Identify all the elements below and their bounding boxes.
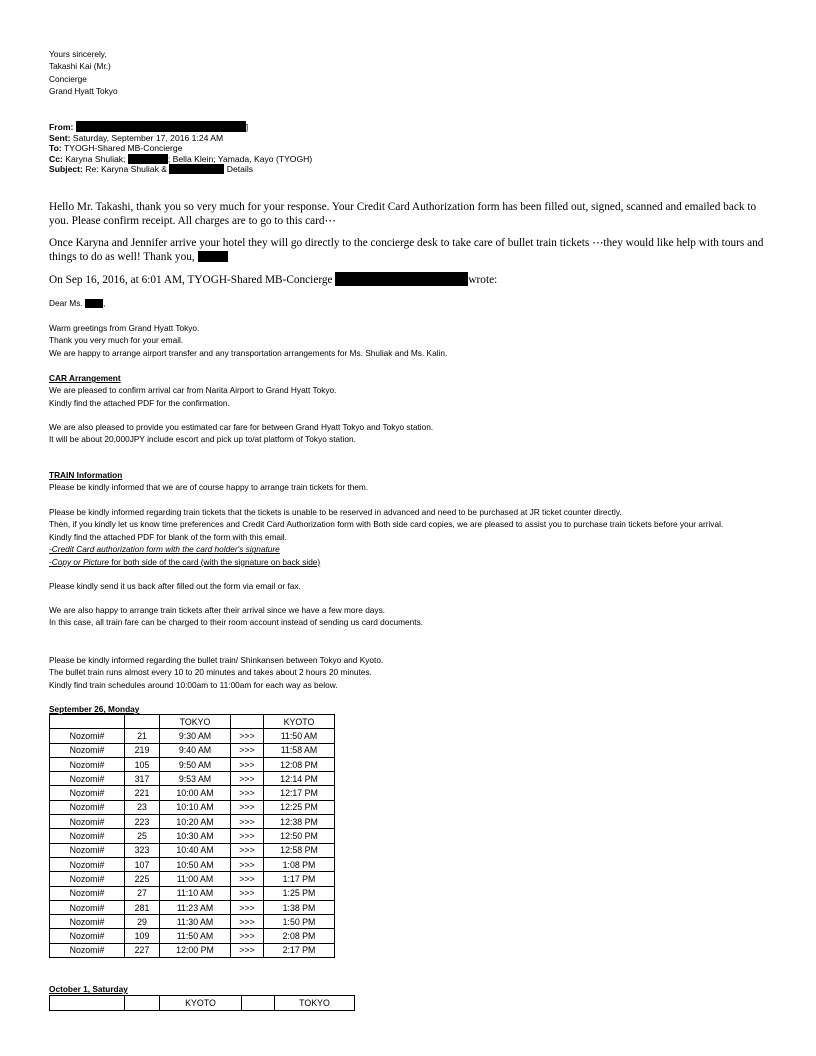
- sent-line: [49, 133, 312, 144]
- arrival-time-cell: 1:38 PM: [264, 900, 335, 914]
- train-heading: TRAIN Information: [49, 470, 123, 480]
- required-doc-1: -Credit Card authorization form with the card holder's signature: [49, 544, 280, 555]
- arrival-time-cell: 11:50 AM: [264, 729, 335, 743]
- table-row: [50, 929, 335, 943]
- train-name-cell: Nozomi#: [50, 815, 125, 829]
- schedule-2-table: [49, 995, 355, 1011]
- sent-label: Sent:: [49, 132, 71, 143]
- table-cell: [50, 996, 125, 1011]
- train-name-cell: Nozomi#: [50, 943, 125, 957]
- train-name-cell: Nozomi#: [50, 829, 125, 843]
- quoted-greeting: [49, 297, 105, 309]
- to-line: [49, 143, 312, 154]
- departure-time-cell: 10:30 AM: [160, 829, 231, 843]
- car-line: We are pleased to confirm arrival car from Narita Airport to Grand Hyatt Tokyo.: [49, 385, 337, 396]
- arrival-time-cell: 12:17 PM: [264, 786, 335, 800]
- train-details: [49, 506, 723, 568]
- train-name-cell: Nozomi#: [50, 843, 125, 857]
- train-name-cell: Nozomi#: [50, 857, 125, 871]
- redacted-block: [128, 154, 168, 164]
- bullet-line: Kindly find train schedules around 10:00am to 11:00am for each way as below.: [49, 679, 338, 690]
- arrow-cell: >>>: [231, 886, 264, 900]
- table-row: [50, 915, 335, 929]
- arrival-time-cell: 12:50 PM: [264, 829, 335, 843]
- train-name-cell: Nozomi#: [50, 929, 125, 943]
- table-row: [50, 857, 335, 871]
- required-doc-2: [49, 556, 723, 568]
- subject-part1: Re: Karyna Shuliak &: [85, 164, 167, 175]
- arrow-cell: >>>: [231, 857, 264, 871]
- train-name-cell: Nozomi#: [50, 900, 125, 914]
- arrival-time-cell: 1:08 PM: [264, 857, 335, 871]
- train-number-cell: 223: [125, 815, 160, 829]
- arrival-time-cell: 1:17 PM: [264, 872, 335, 886]
- departure-time-cell: 9:40 AM: [160, 743, 231, 757]
- train-number-cell: 221: [125, 786, 160, 800]
- train-name-cell: Nozomi#: [50, 757, 125, 771]
- departure-time-cell: 11:23 AM: [160, 900, 231, 914]
- redacted-block: [76, 121, 249, 132]
- departure-time-cell: 10:10 AM: [160, 800, 231, 814]
- reply-para-2-text: Once Karyna and Jennifer arrive your hotel they will go directly to the concierge desk to take care of bullet train tickets ⋯they would like help with tours and things to do as well! Thank you,: [49, 237, 764, 263]
- train-number-cell: 27: [125, 886, 160, 900]
- cc-part1: Karyna Shuliak;: [65, 153, 126, 164]
- from-label: From:: [49, 122, 74, 132]
- from-line: [49, 121, 312, 133]
- greeting-end: ,: [102, 298, 106, 308]
- arrival-time-cell: 1:25 PM: [264, 886, 335, 900]
- train-name-cell: Nozomi#: [50, 772, 125, 786]
- departure-time-cell: 9:30 AM: [160, 729, 231, 743]
- departure-time-cell: 12:00 PM: [160, 943, 231, 957]
- table-header-row: [50, 715, 335, 729]
- intro-line: We are happy to arrange airport transfer and any transportation arrangements for Ms. Shuliak and Ms. Kalin.: [49, 347, 448, 358]
- schedule-1-date: September 26, Monday: [49, 704, 140, 714]
- train-name-cell: Nozomi#: [50, 872, 125, 886]
- quote-intro: [49, 272, 497, 287]
- from-tail: ]: [245, 122, 249, 132]
- arrow-cell: >>>: [231, 829, 264, 843]
- signature-closing: Yours sincerely,: [49, 49, 107, 59]
- email-header: [49, 121, 312, 175]
- train-number-cell: 225: [125, 872, 160, 886]
- to-station-header: TOKYO: [275, 996, 355, 1011]
- signature-name: Takashi Kai (Mr.): [49, 61, 111, 72]
- arrow-cell: >>>: [231, 786, 264, 800]
- train-name-cell: Nozomi#: [50, 915, 125, 929]
- schedule-1-table: [49, 714, 335, 958]
- greeting-text: Dear Ms.: [49, 298, 83, 308]
- redacted-block: [169, 164, 224, 174]
- train-number-cell: 105: [125, 757, 160, 771]
- car-fare-line: We are also pleased to provide you estimated car fare for between Grand Hyatt Tokyo and Tokyo station.: [49, 422, 434, 432]
- bullet-train-info: [49, 654, 383, 691]
- after-line: In this case, all train fare can be charged to their room account instead of sending us card documents.: [49, 617, 424, 628]
- table-cell: [242, 996, 275, 1011]
- redacted-block: [335, 272, 468, 286]
- table-cell: [50, 715, 125, 729]
- departure-time-cell: 11:10 AM: [160, 886, 231, 900]
- train-name-cell: Nozomi#: [50, 886, 125, 900]
- bullet-line: The bullet train runs almost every 10 to 20 minutes and takes about 2 hours 20 minutes.: [49, 667, 372, 678]
- cc-line: [49, 154, 312, 165]
- arrow-cell: >>>: [231, 943, 264, 957]
- arrow-cell: >>>: [231, 843, 264, 857]
- signature-block: [49, 48, 118, 98]
- arrow-cell: >>>: [231, 772, 264, 786]
- departure-time-cell: 10:50 AM: [160, 857, 231, 871]
- subject-line: [49, 164, 312, 175]
- to-value: TYOGH-Shared MB-Concierge: [63, 143, 183, 154]
- from-station-header: TOKYO: [160, 715, 231, 729]
- table-cell: [125, 996, 160, 1011]
- arrow-cell: >>>: [231, 872, 264, 886]
- train-number-cell: 323: [125, 843, 160, 857]
- train-name-cell: Nozomi#: [50, 786, 125, 800]
- arrival-time-cell: 11:58 AM: [264, 743, 335, 757]
- cc-part2: ; Bella Klein; Yamada, Kayo (TYOGH): [167, 153, 313, 164]
- quoted-intro: [49, 322, 447, 359]
- intro-line: Thank you very much for your email.: [49, 335, 184, 346]
- train-name-cell: Nozomi#: [50, 800, 125, 814]
- table-cell: [125, 715, 160, 729]
- after-arrival: [49, 604, 423, 629]
- table-row: [50, 743, 335, 757]
- table-cell: [231, 715, 264, 729]
- table-row: [50, 800, 335, 814]
- required-doc-2b: for both side of the card (with the signature on back side): [108, 556, 321, 567]
- car-line: Kindly find the attached PDF for the confirmation.: [49, 397, 230, 408]
- arrival-time-cell: 1:50 PM: [264, 915, 335, 929]
- table-row: [50, 872, 335, 886]
- arrival-time-cell: 12:38 PM: [264, 815, 335, 829]
- bullet-line: Please be kindly informed regarding the bullet train/ Shinkansen between Tokyo and Kyoto.: [49, 655, 384, 665]
- train-number-cell: 317: [125, 772, 160, 786]
- arrow-cell: >>>: [231, 729, 264, 743]
- train-number-cell: 25: [125, 829, 160, 843]
- send-back-line: Please kindly send it us back after filled out the form via email or fax.: [49, 581, 301, 591]
- arrival-time-cell: 2:08 PM: [264, 929, 335, 943]
- table-row: [50, 729, 335, 743]
- departure-time-cell: 10:00 AM: [160, 786, 231, 800]
- schedule-2-date: October 1, Saturday: [49, 984, 128, 994]
- after-line: We are also happy to arrange train tickets after their arrival since we have a few more days.: [49, 605, 386, 615]
- table-row: [50, 829, 335, 843]
- quote-prefix: On Sep 16, 2016, at 6:01 AM, TYOGH-Shared MB-Concierge: [49, 274, 333, 286]
- subject-label: Subject:: [49, 164, 83, 175]
- table-row: [50, 900, 335, 914]
- departure-time-cell: 9:53 AM: [160, 772, 231, 786]
- arrow-cell: >>>: [231, 743, 264, 757]
- arrival-time-cell: 12:58 PM: [264, 843, 335, 857]
- signature-title: Concierge: [49, 73, 87, 84]
- train-line: Please be kindly informed that we are of course happy to arrange train tickets for them.: [49, 482, 369, 493]
- table-header-row: [50, 996, 355, 1011]
- departure-time-cell: 11:00 AM: [160, 872, 231, 886]
- car-heading: CAR Arrangement: [49, 373, 121, 383]
- departure-time-cell: 11:50 AM: [160, 929, 231, 943]
- train-detail-line: Please be kindly informed regarding train tickets that the tickets is unable to be reserved in advanced and need to be purchased at JR ticket counter directly.: [49, 507, 622, 517]
- train-number-cell: 107: [125, 857, 160, 871]
- quote-suffix: wrote:: [468, 274, 498, 286]
- train-number-cell: 281: [125, 900, 160, 914]
- cc-label: Cc:: [49, 153, 63, 164]
- table-row: [50, 757, 335, 771]
- arrow-cell: >>>: [231, 815, 264, 829]
- from-station-header: KYOTO: [160, 996, 242, 1011]
- car-fare-line: It will be about 20,000JPY include escort and pick up to/at platform of Tokyo station.: [49, 434, 356, 445]
- train-number-cell: 29: [125, 915, 160, 929]
- train-number-cell: 109: [125, 929, 160, 943]
- table-row: [50, 886, 335, 900]
- train-detail-line: Kindly find the attached PDF for blank of the form with this email.: [49, 531, 287, 542]
- departure-time-cell: 10:20 AM: [160, 815, 231, 829]
- required-doc-2a: -Copy or Picture: [49, 556, 109, 567]
- train-number-cell: 227: [125, 943, 160, 957]
- arrow-cell: >>>: [231, 800, 264, 814]
- to-station-header: KYOTO: [264, 715, 335, 729]
- subject-part2: Details: [226, 164, 254, 175]
- arrow-cell: >>>: [231, 915, 264, 929]
- car-section: [49, 372, 336, 409]
- table-row: [50, 843, 335, 857]
- train-detail-line: Then, if you kindly let us know time preferences and Credit Card Authorization form with Both side card copies, we are pleased to assist you to purchase train tickets before your arrival.: [49, 519, 724, 530]
- car-fare: [49, 421, 433, 446]
- arrow-cell: >>>: [231, 900, 264, 914]
- arrival-time-cell: 12:25 PM: [264, 800, 335, 814]
- to-label: To:: [49, 143, 62, 154]
- table-row: [50, 786, 335, 800]
- departure-time-cell: 10:40 AM: [160, 843, 231, 857]
- train-name-cell: Nozomi#: [50, 743, 125, 757]
- arrival-time-cell: 12:08 PM: [264, 757, 335, 771]
- intro-line: Warm greetings from Grand Hyatt Tokyo.: [49, 323, 200, 333]
- reply-para-2: [49, 236, 769, 264]
- arrival-time-cell: 2:17 PM: [264, 943, 335, 957]
- table-row: [50, 943, 335, 957]
- departure-time-cell: 9:50 AM: [160, 757, 231, 771]
- signature-hotel: Grand Hyatt Tokyo: [49, 86, 118, 97]
- sent-value: Saturday, September 17, 2016 1:24 AM: [72, 132, 224, 143]
- arrow-cell: >>>: [231, 757, 264, 771]
- reply-para-1: Hello Mr. Takashi, thank you so very much for your response. Your Credit Card Authorization form has been filled out, signed, scanned and emailed back to you. Please confirm receipt. All charges are to go to this card⋯: [49, 201, 757, 227]
- departure-time-cell: 11:30 AM: [160, 915, 231, 929]
- train-number-cell: 219: [125, 743, 160, 757]
- train-section: [49, 469, 368, 494]
- table-row: [50, 815, 335, 829]
- train-number-cell: 23: [125, 800, 160, 814]
- arrow-cell: >>>: [231, 929, 264, 943]
- redacted-block: [85, 298, 106, 308]
- arrival-time-cell: 12:14 PM: [264, 772, 335, 786]
- redacted-block: [198, 251, 228, 262]
- table-row: [50, 772, 335, 786]
- train-number-cell: 21: [125, 729, 160, 743]
- train-name-cell: Nozomi#: [50, 729, 125, 743]
